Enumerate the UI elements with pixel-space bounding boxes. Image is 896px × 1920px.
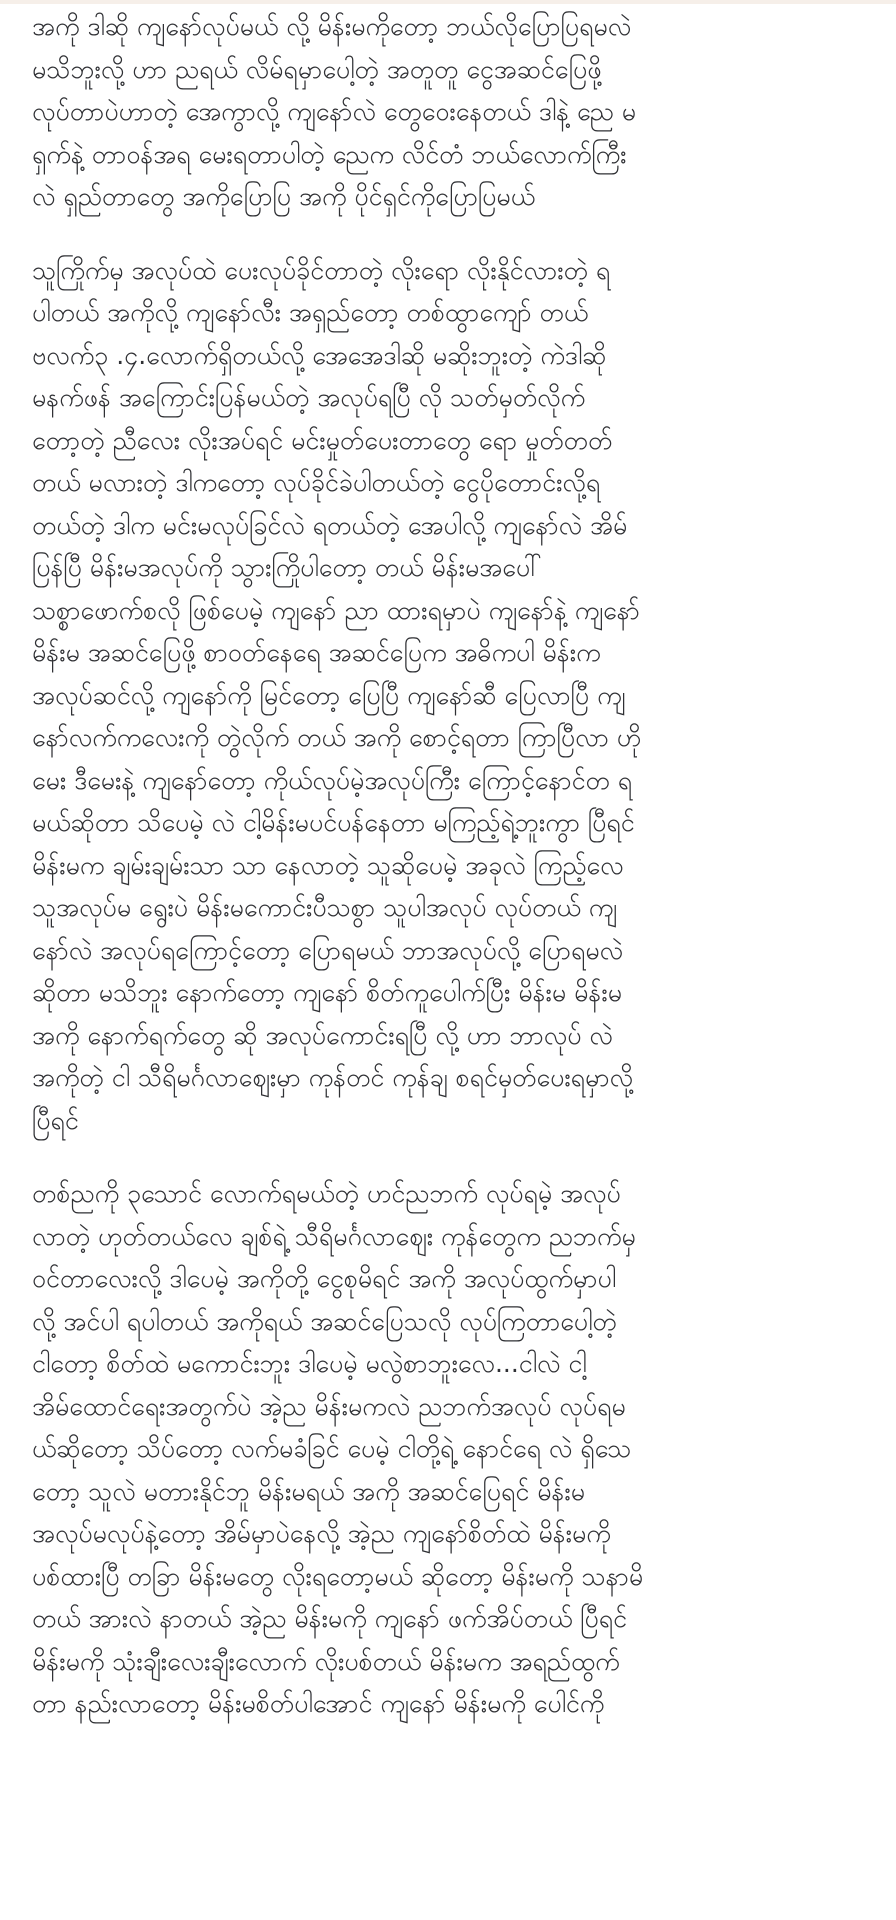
text-line: လဲ ရှည်တာတွေ အကိုပြောပြ အကို ပိုင်ရှင်ကိုပြောပြမယ်	[32, 182, 535, 211]
text-line: ဗလက်၃ .၄.လောက်ရှိတယ်လို့ အေအေဒါဆို မဆိုးဘူးတဲ့ ကဲဒါဆို	[32, 340, 607, 370]
text-line: ပြန်ပြီ မိန်းမအလုပ်ကို သွားကြိုပါတော့ တယ် မိန်းမအပေါ်	[32, 553, 542, 582]
text-line: အကို ဒါဆို ကျနော်လုပ်မယ် လို့ မိန်းမကိုတော့ ဘယ်လိုပြောပြရမလဲ	[32, 12, 632, 41]
text-line: တယ်တဲ့ ဒါက မင်းမလုပ်ခြင်လဲ ရတယ်တဲ့ အေပါလို့ ကျနော်လဲ အိမ်	[32, 510, 628, 540]
text-line: သစ္စာဖောက်စလို ဖြစ်ပေမဲ့ ကျနော် ညာ ထားရမှာပဲ ကျနော်နဲ့ ကျနော်	[32, 595, 640, 625]
text-line: ပါတယ် အကိုလို့ ကျနော်လီး အရှည်တော့ တစ်ထွာကျော် တယ်	[32, 298, 589, 327]
text-line: မိန်းမက ချမ်းချမ်းသာ သာ နေလာတဲ့ သူဆိုပေမဲ့ အခုလဲ ကြည့်လေ	[32, 850, 624, 880]
article-body	[32, 6, 874, 1726]
paragraph-3	[32, 1173, 874, 1726]
text-line: ငါတော့ စိတ်ထဲ မကောင်းဘူး ဒါပေမဲ့ မလွဲစာဘူးလေ...ငါလဲ ငါ့	[32, 1349, 587, 1378]
text-line: အကိုတဲ့ ငါ သီရိမင်္ဂလာဈေးမှာ ကုန်တင် ကုန်ချ စရင်မှတ်ပေးရမှာလို့	[32, 1063, 634, 1092]
text-line: လုပ်တာပဲဟာတဲ့ အေကွာလို့ ကျနော်လဲ တွေဝေးနေတယ် ဒါနဲ့ ညေ မ	[32, 97, 637, 126]
text-line: လို့ အင်ပါ ရပါတယ် အကိုရယ် အဆင်ပြေသလို လုပ်ကြတာပေါ့တဲ့	[32, 1306, 617, 1336]
text-line: ပြီရင်	[32, 1105, 79, 1135]
text-line: တော့တဲ့ ညီလေး လိုးအပ်ရင် မင်းမှုတ်ပေးတာတွေ ရော မှုတ်တတ်	[32, 425, 613, 455]
text-line: တစ်ညကို ၃သောင် လောက်ရမယ်တဲ့ ဟင်ညဘက် လုပ်ရမဲ့ အလုပ်	[32, 1179, 621, 1208]
text-line: မိန်းမ အဆင်ပြေဖို့ စာဝတ်နေရေ အဆင်ပြေက အဓိကပါ မိန်းက	[32, 638, 601, 667]
text-line: လာတဲ့ ဟုတ်တယ်လေ ချစ်ရဲ့ သီရိမင်္ဂလာဈေး ကုန်တွေက ညဘက်မှ	[32, 1221, 636, 1251]
text-line: ဝင်တာလေးလို့ ဒါပေမဲ့ အကိုတို့ ငွေစုမိရင် အကို အလုပ်ထွက်မှာပါ	[32, 1264, 617, 1293]
text-line: မနက်ဖန် အကြောင်းပြန်မယ်တဲ့ အလုပ်ရပြီ လို သတ်မှတ်လိုက်	[32, 383, 586, 412]
text-line: အိမ်ထောင်ရေးအတွက်ပဲ အဲ့ည မိန်းမကလဲ ညဘက်အလုပ် လုပ်ရမ	[32, 1391, 626, 1421]
text-line: အလုပ်မလုပ်နဲ့တော့ အိမ်မှာပဲနေလို့ အဲ့ည ကျနော်စိတ်ထဲ မိန်းမကို	[32, 1519, 611, 1548]
text-line: မယ်ဆိုတာ သိပေမဲ့ လဲ ငါ့မိန်းမပင်ပန်နေတာ မကြည့်ရဲ့ဘူးကွာ ပြီရင်	[32, 808, 635, 837]
text-line: တယ် အားလဲ နာတယ် အဲ့ည မိန်းမကို ကျနော် ဖက်အိပ်တယ် ပြီရင်	[32, 1604, 627, 1633]
text-line: တယ် မလားတဲ့ ဒါကတော့ လုပ်ခိုင်ခဲပါတယ်တဲ့ ငွေပိုတောင်းလို့ရ	[32, 468, 601, 497]
text-line: သူကြိုက်မှ အလုပ်ထဲ ပေးလုပ်ခိုင်တာတဲ့ လိုးရော လိုးနိုင်လားတဲ့ ရ	[32, 255, 611, 285]
text-line: နော်လဲ အလုပ်ရကြောင့်တော့ ပြောရမယ် ဘာအလုပ်လို့ ပြောရမလဲ	[32, 935, 624, 965]
text-line: ပစ်ထားပြီ တခြာ မိန်းမတွေ လိုးရတော့မယ် ဆိုတော့ မိန်းမကို သနာမိ	[32, 1561, 644, 1591]
text-line: သူအလုပ်မ ရွေးပဲ မိန်းမကောင်းပီသစွာ သူပါအလုပ် လုပ်တယ် ကျ	[32, 893, 618, 922]
text-line: တာ နည်းလာတော့ မိန်းမစိတ်ပါအောင် ကျနော် မိန်းမကို ပေါင်ကို	[32, 1689, 605, 1718]
text-line: ရှက်နဲ့ တာဝန်အရ မေးရတာပါတဲ့ ညေက လိင်တံ ဘယ်လောက်ကြီး	[32, 139, 627, 169]
text-line: မိန်းမကို သုံးချီးလေးချီးလောက် လိုးပစ်တယ် မိန်းမက အရည်ထွက်	[32, 1646, 620, 1676]
text-line: မေး ဒီမေးနဲ့ ကျနော်တော့ ကိုယ်လုပ်မဲ့အလုပ်ကြီး ကြောင့်နောင်တ ရ	[32, 765, 633, 795]
paragraph-2	[32, 250, 874, 1143]
top-edge-strip	[0, 0, 896, 4]
text-line: နော်လက်ကလေးကို တွဲလိုက် တယ် အကို စောင့်ရတာ ကြာပြီလာ ဟို	[32, 723, 642, 752]
paragraph-1	[32, 6, 874, 219]
text-line: အလုပ်ဆင်လို့ ကျနော်ကို မြင်တော့ ပြေပြီ ကျနော်ဆီ ပြေလာပြီ ကျ	[32, 680, 626, 710]
text-line: မသိဘူးလို့ ဟာ ညရယ် လိမ်ရမှာပေါ့တဲ့ အတူတူ ငွေအဆင်ပြေဖို့	[32, 54, 602, 84]
text-line: ယ်ဆိုတော့ သိပ်တော့ လက်မခံခြင် ပေမဲ့ ငါတို့ရဲ့ နောင်ရေ လဲ ရှိသေ	[32, 1434, 632, 1463]
text-line: ဆိုတာ မသိဘူး နောက်တော့ ကျနော် စိတ်ကူပေါက်ပြီး မိန်းမ မိန်းမ	[32, 978, 622, 1007]
text-line: အကို နောက်ရက်တွေ ဆို အလုပ်ကောင်းရပြီ လို့ ဟာ ဘာလုပ် လဲ	[32, 1020, 613, 1050]
text-line: တော့ သူလဲ မတားနိုင်ဘူ မိန်းမရယ် အကို အဆင်ပြေရင် မိန်းမ	[32, 1476, 586, 1506]
